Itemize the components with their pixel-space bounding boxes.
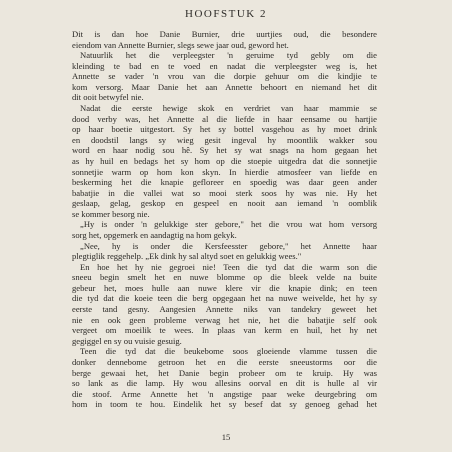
- text-line-6: kom versorg. Maar Danie het aan Annette behoort en niemand het dit: [72, 81, 377, 92]
- text-line-7: dit ooit betwyfel nie.: [72, 92, 144, 103]
- text-line-3: Natuurlik het die verpleegster 'n geruime tyd gebly om die: [80, 50, 377, 61]
- body-text: [72, 29, 377, 410]
- text-line-25: gebeur het, moes hulle aan nuwe klere vir die knapie dink; en teen: [72, 282, 377, 293]
- text-line-20: sorg het, opgemerk en aandagtig na hom gekyk.: [72, 229, 237, 240]
- text-line-27: eerste tand gesny. Aangesien Annette niks van tandekry geweet het: [72, 304, 377, 315]
- text-line-33: berge gewaai het, het Danie begin probeer om te kruip. Hy was: [72, 367, 377, 378]
- text-line-12: word en haar nodig sou hê. Sy het sy wat snags na hom gegaan het: [72, 145, 377, 156]
- text-line-24: sneeu begin smelt het en nuwe blomme op die bleek velde na buite: [72, 272, 377, 283]
- text-line-2: eiendom van Annette Burnier, slegs sewe jaar oud, geword het.: [72, 39, 289, 50]
- text-line-19: „Hy is onder 'n gelukkige ster gebore," het die vrou wat hom versorg: [80, 219, 377, 230]
- text-line-32: donker dennebome getroon het en die eerste sneeustorms oor die: [72, 356, 377, 367]
- text-line-29: vergeet om moeilik te wees. In plaas van kerm en huil, het hy net: [72, 325, 377, 336]
- text-line-15: beskerming het die knapie gefloreer en spoedig was daar geen ander: [72, 177, 377, 188]
- text-line-10: op haar boetie uitgestort. Sy het sy bottel vasgehou as hy moet drink: [72, 124, 377, 135]
- text-line-31: Teen die tyd dat die beukebome soos gloeiende vlamme tussen die: [80, 346, 377, 357]
- chapter-heading: HOOFSTUK 2: [185, 8, 267, 20]
- text-line-17: geslaap, gelag, geskop en gespeel en nooit aan iemand 'n oomblik: [72, 198, 377, 209]
- text-line-1: Dit is dan hoe Danie Burnier, drie uurtjies oud, die besondere: [72, 29, 377, 39]
- text-line-30: gegiggel en sy ou vuisie gesuig.: [72, 335, 182, 346]
- text-line-28: nie en ook geen probleme verwag het nie, het die babatjie self ook: [72, 314, 377, 325]
- page-number: 15: [221, 432, 231, 442]
- text-line-14: sonnetjie warm op hom kon skyn. In hierdie atmosfeer van liefde en: [72, 166, 377, 177]
- text-line-4: kleinding te bad en te voed en nadat die verpleegster weg is, het: [72, 60, 377, 71]
- text-line-8: Nadat die eerste hewige skok en verdriet van haar mammie se: [80, 103, 377, 114]
- text-line-5: Annette se vader 'n vrou van die dorpie gehuur om die kindjie te: [72, 71, 377, 82]
- text-line-26: die tyd dat die koeie teen die berg opgegaan het na nuwe weivelde, het hy sy: [72, 293, 377, 304]
- text-line-18: se kommer besorg nie.: [72, 208, 150, 219]
- text-line-13: as hy huil en bedags het sy hom op die stoepie uitgedra dat die sonnetjie: [72, 155, 377, 166]
- text-line-11: en doodstil langs sy wieg gesit ingeval hy moontlik wakker sou: [72, 134, 377, 145]
- text-line-22: plegtiglik reggehelp. „Ek dink hy sal altyd soet en gelukkig wees.": [72, 251, 302, 262]
- text-line-16: babatjie in die vallei wat so mooi sterk soos hy was nie. Hy het: [72, 187, 377, 198]
- text-line-23: En hoe het hy nie gegroei nie! Teen die tyd dat die warm son die: [80, 261, 377, 272]
- text-line-36: hom in toom te hou. Eindelik het sy besef dat sy genoeg gehad het: [72, 399, 377, 410]
- text-line-35: die stoof. Arme Annette het 'n angstige paar weke deurgebring om: [72, 388, 377, 399]
- text-line-9: dood verby was, het Annette al die liefde in haar eensame ou hartjie: [72, 113, 377, 124]
- text-line-21: „Nee, hy is onder die Kersfeesster gebore," het Annette haar: [80, 240, 377, 251]
- text-line-34: so lank as die lamp. Hy wou allesins oorval en dit is hulle al vir: [72, 378, 377, 389]
